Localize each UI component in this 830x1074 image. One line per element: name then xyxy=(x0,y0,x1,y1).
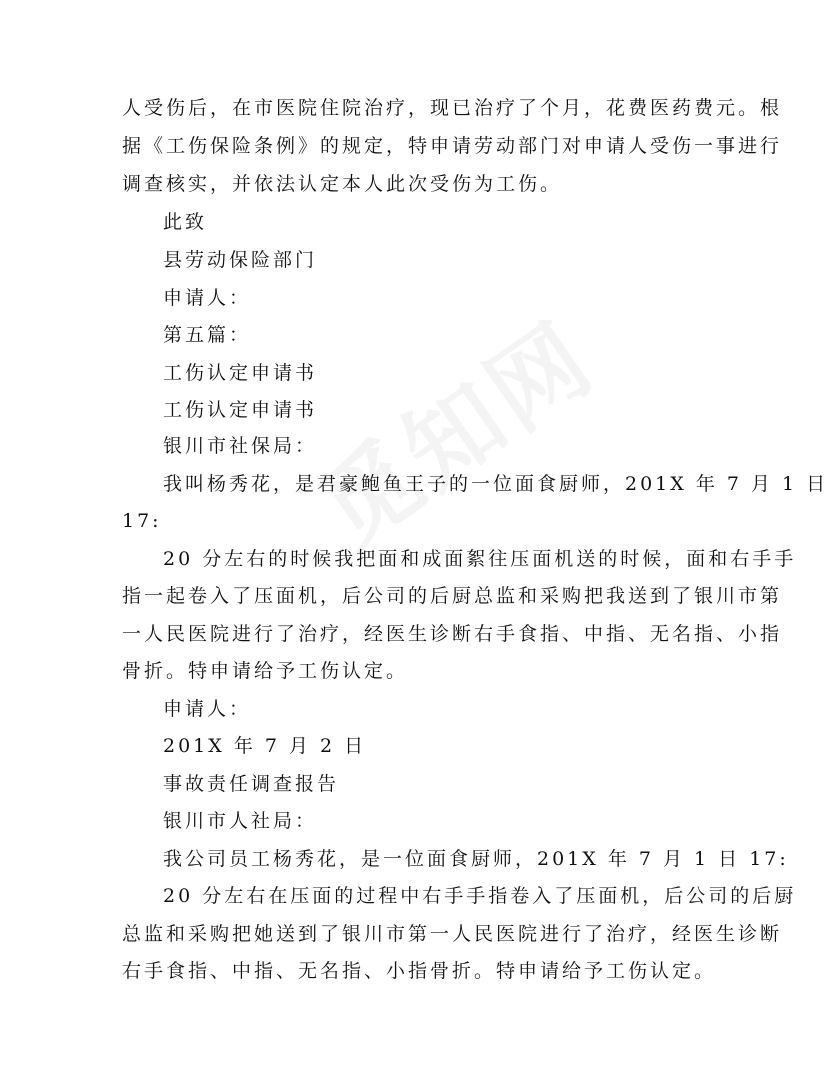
text-line-12: 17: xyxy=(122,510,162,532)
text-line-20: 银川市人社局： xyxy=(163,810,318,832)
text-line-5: 县劳动保险部门 xyxy=(163,249,318,271)
text-line-11: 我叫杨秀花，是君豪鲍鱼王子的一位面食厨师，201X 年 7 月 1 日 xyxy=(163,473,829,495)
text-line-7: 第五篇： xyxy=(163,324,252,346)
text-line-16: 骨折。特申请给予工伤认定。 xyxy=(122,660,409,682)
text-line-2: 据《工伤保险条例》的规定，特申请劳动部门对申请人受伤一事进行 xyxy=(122,135,783,157)
text-line-23: 总监和采购把她送到了银川市第一人民医院进行了治疗，经医生诊断 xyxy=(122,923,783,945)
text-line-4: 此致 xyxy=(163,211,208,233)
text-line-17: 申请人： xyxy=(163,698,252,720)
text-line-21: 我公司员工杨秀花，是一位面食厨师，201X 年 7 月 1 日 17: xyxy=(163,848,789,870)
text-line-9: 工伤认定申请书 xyxy=(163,399,318,421)
text-line-8: 工伤认定申请书 xyxy=(163,362,318,384)
text-line-15: 一人民医院进行了治疗，经医生诊断右手食指、中指、无名指、小指 xyxy=(122,623,783,645)
text-line-24: 右手食指、中指、无名指、小指骨折。特申请给予工伤认定。 xyxy=(122,960,717,982)
text-line-18: 201X 年 7 月 2 日 xyxy=(163,735,367,757)
text-line-1: 人受伤后，在市医院住院治疗，现已治疗了个月，花费医药费元。根 xyxy=(122,97,783,119)
text-line-10: 银川市社保局： xyxy=(163,435,318,457)
watermark xyxy=(288,285,617,573)
text-line-22: 20 分左右在压面的过程中右手手指卷入了压面机，后公司的后厨 xyxy=(163,885,797,907)
text-line-6: 申请人： xyxy=(163,287,252,309)
text-line-13: 20 分左右的时候我把面和成面絮往压面机送的时候，面和右手手 xyxy=(163,548,797,570)
text-line-14: 指一起卷入了压面机，后公司的后厨总监和采购把我送到了银川市第 xyxy=(122,585,783,607)
text-line-3: 调查核实，并依法认定本人此次受伤为工伤。 xyxy=(122,173,563,195)
text-line-19: 事故责任调查报告 xyxy=(163,773,340,795)
